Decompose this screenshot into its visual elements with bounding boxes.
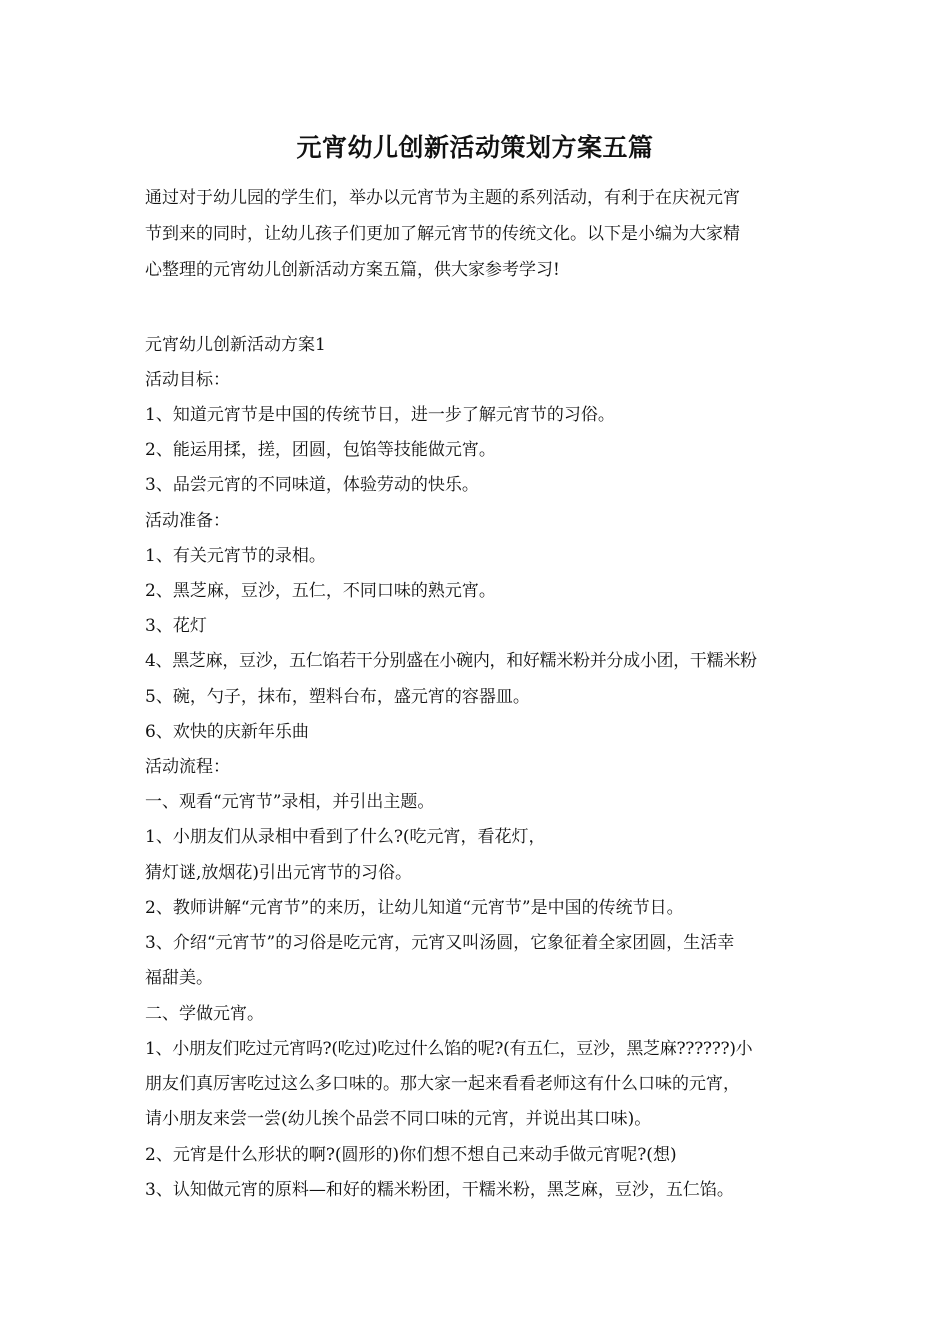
text-line: 3、品尝元宵的不同味道，体验劳动的快乐。 (145, 475, 479, 495)
text-line: 朋友们真厉害吃过这么多口味的。那大家一起来看看老师这有什么口味的元宵， (145, 1074, 740, 1094)
subheading-goals: 活动目标： (145, 370, 230, 390)
text-line: 5、碗，勺子，抹布，塑料台布，盛元宵的容器皿。 (145, 687, 530, 707)
text-line: 2、教师讲解“元宵节”的来历，让幼儿知道“元宵节”是中国的传统节日。 (145, 898, 684, 918)
document-title: 元宵幼儿创新活动策划方案五篇 (296, 133, 654, 162)
text-line: 一、观看“元宵节”录相，并引出主题。 (145, 792, 435, 812)
text-line: 3、花灯 (145, 616, 207, 636)
text-line: 1、小朋友们吃过元宵吗?(吃过)吃过什么馅的呢?(有五仁，豆沙，黑芝麻??????)小 (145, 1039, 753, 1059)
section-heading: 元宵幼儿创新活动方案1 (145, 335, 326, 355)
text-line: 6、欢快的庆新年乐曲 (145, 722, 309, 742)
text-line: 1、小朋友们从录相中看到了什么?(吃元宵，看花灯， (145, 827, 546, 847)
text-line: 4、黑芝麻，豆沙，五仁馅若干分别盛在小碗内，和好糯米粉并分成小团，干糯米粉 (145, 651, 757, 671)
text-line: 2、元宵是什么形状的啊?(圆形的)你们想不想自己来动手做元宵呢?(想) (145, 1145, 677, 1165)
text-line: 1、知道元宵节是中国的传统节日，进一步了解元宵节的习俗。 (145, 405, 615, 425)
subheading-prep: 活动准备： (145, 511, 230, 531)
text-line: 二、学做元宵。 (145, 1004, 264, 1024)
intro-line: 通过对于幼儿园的学生们，举办以元宵节为主题的系列活动，有利于在庆祝元宵 (145, 188, 740, 208)
text-line: 福甜美。 (145, 968, 213, 988)
text-line: 1、有关元宵节的录相。 (145, 546, 326, 566)
text-line: 2、能运用揉，搓，团圆，包馅等技能做元宵。 (145, 440, 496, 460)
text-line: 3、介绍“元宵节”的习俗是吃元宵，元宵又叫汤圆，它象征着全家团圆，生活幸 (145, 933, 735, 953)
intro-line: 节到来的同时，让幼儿孩子们更加了解元宵节的传统文化。以下是小编为大家精 (145, 224, 740, 244)
text-line: 3、认知做元宵的原料—和好的糯米粉团，干糯米粉，黑芝麻，豆沙，五仁馅。 (145, 1180, 734, 1200)
text-line: 请小朋友来尝一尝(幼儿挨个品尝不同口味的元宵，并说出其口味)。 (145, 1109, 652, 1129)
subheading-process: 活动流程： (145, 757, 230, 777)
text-line: 2、黑芝麻，豆沙，五仁，不同口味的熟元宵。 (145, 581, 496, 601)
text-line: 猜灯谜,放烟花)引出元宵节的习俗。 (145, 863, 413, 883)
intro-line: 心整理的元宵幼儿创新活动方案五篇，供大家参考学习! (145, 260, 560, 280)
intro-paragraph (145, 180, 810, 288)
